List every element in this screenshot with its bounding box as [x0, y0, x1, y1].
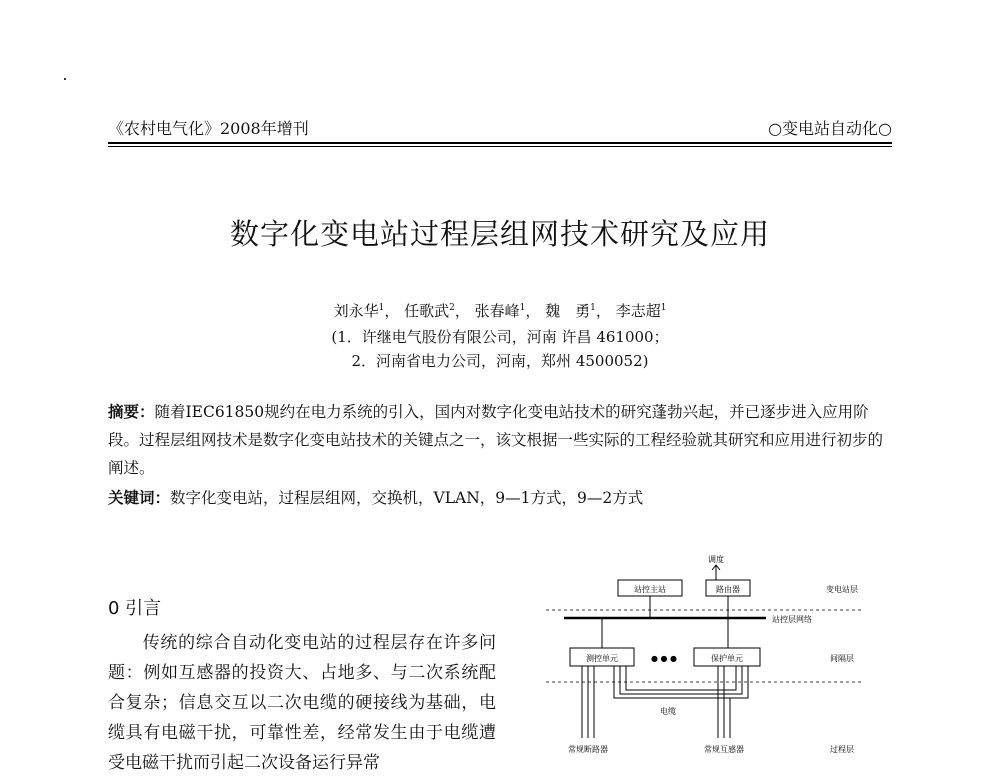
author-name: 魏 勇: [545, 302, 591, 320]
architecture-figure: [542, 548, 882, 760]
author-name: 任歌武: [404, 302, 450, 320]
author-list: 刘永华$^1$， 任歌武$^2$， 张春峰$^1$， 魏 勇$^1$， 李志超$^1$: [333, 302, 667, 320]
author-sup: 1: [660, 303, 667, 313]
author-sup: 2: [449, 303, 455, 313]
header-rule-thin: [108, 146, 892, 147]
fig-station-host-label: 站控主站: [634, 585, 666, 594]
header-rule-thick: [108, 142, 892, 144]
fig-station-layer-label: 变电站层: [826, 585, 858, 594]
affiliation-2: 2．河南省电力公司，河南，郑州 4500052): [351, 352, 649, 370]
fig-process-layer-label: 过程层: [830, 745, 854, 754]
body-paragraph: [108, 628, 496, 778]
fig-cable-bundle: [582, 666, 748, 738]
keywords-text: 数字化变电站，过程层组网，交换机，VLAN，9—1方式，9—2方式: [170, 489, 644, 507]
section-name: ○变电站自动化○: [768, 119, 892, 138]
author-sup: 1: [590, 303, 596, 313]
keywords: [108, 484, 898, 512]
fig-bay-layer-label: 间隔层: [830, 654, 854, 663]
scan-speck: [64, 78, 66, 80]
fig-router-label: 路由器: [716, 585, 740, 594]
journal-name: 《农村电气化》2008年增刊: [108, 119, 309, 138]
fig-ellipsis: ● ● ●: [650, 654, 678, 663]
fig-dispatch-label: 调度: [708, 555, 724, 564]
keywords-label: 关键词：: [108, 489, 171, 507]
fig-protect-label: 保护单元: [711, 654, 743, 663]
fig-transformer-label: 常规互感器: [704, 745, 744, 754]
running-header: [108, 116, 892, 144]
author-name: 张春峰: [474, 302, 520, 320]
author-name: 李志超: [615, 302, 661, 320]
body-text: 传统的综合自动化变电站的过程层存在许多问题：例如互感器的投资大、占地多、与二次系统配合复杂；信息交互以二次电缆的硬接线为基础，电缆具有电磁干扰，可靠性差，经常发生由于电缆遭受电磁干扰而引起二次设备运行异常: [108, 633, 496, 773]
author-sup: 1: [519, 303, 526, 313]
fig-station-network-label: 站控层网络: [772, 615, 812, 624]
affiliation-1: (1．许继电气股份有限公司，河南 许昌 461000；: [331, 328, 669, 346]
fig-cable-label: 电缆: [660, 707, 676, 716]
paper-title: 数字化变电站过程层组网技术研究及应用: [229, 217, 770, 251]
abstract: [108, 398, 898, 482]
fig-measure-label: 测控单元: [586, 654, 618, 663]
abstract-text: 随着IEC61850规约在电力系统的引入，国内对数字化变电站技术的研究蓬勃兴起，并已逐步进入应用阶段。过程层组网技术是数字化变电站技术的关键点之一，该文根据一些实际的工程经验就其研究和应用进行初步的阐述。: [108, 403, 884, 477]
abstract-label: 摘要：: [108, 403, 155, 421]
fig-breaker-label: 常规断路器: [568, 745, 608, 754]
figure-svg: [542, 548, 882, 760]
author-name: 刘永华: [333, 302, 379, 320]
author-sup: 1: [378, 303, 385, 313]
section-heading: 0 引言: [108, 598, 162, 619]
